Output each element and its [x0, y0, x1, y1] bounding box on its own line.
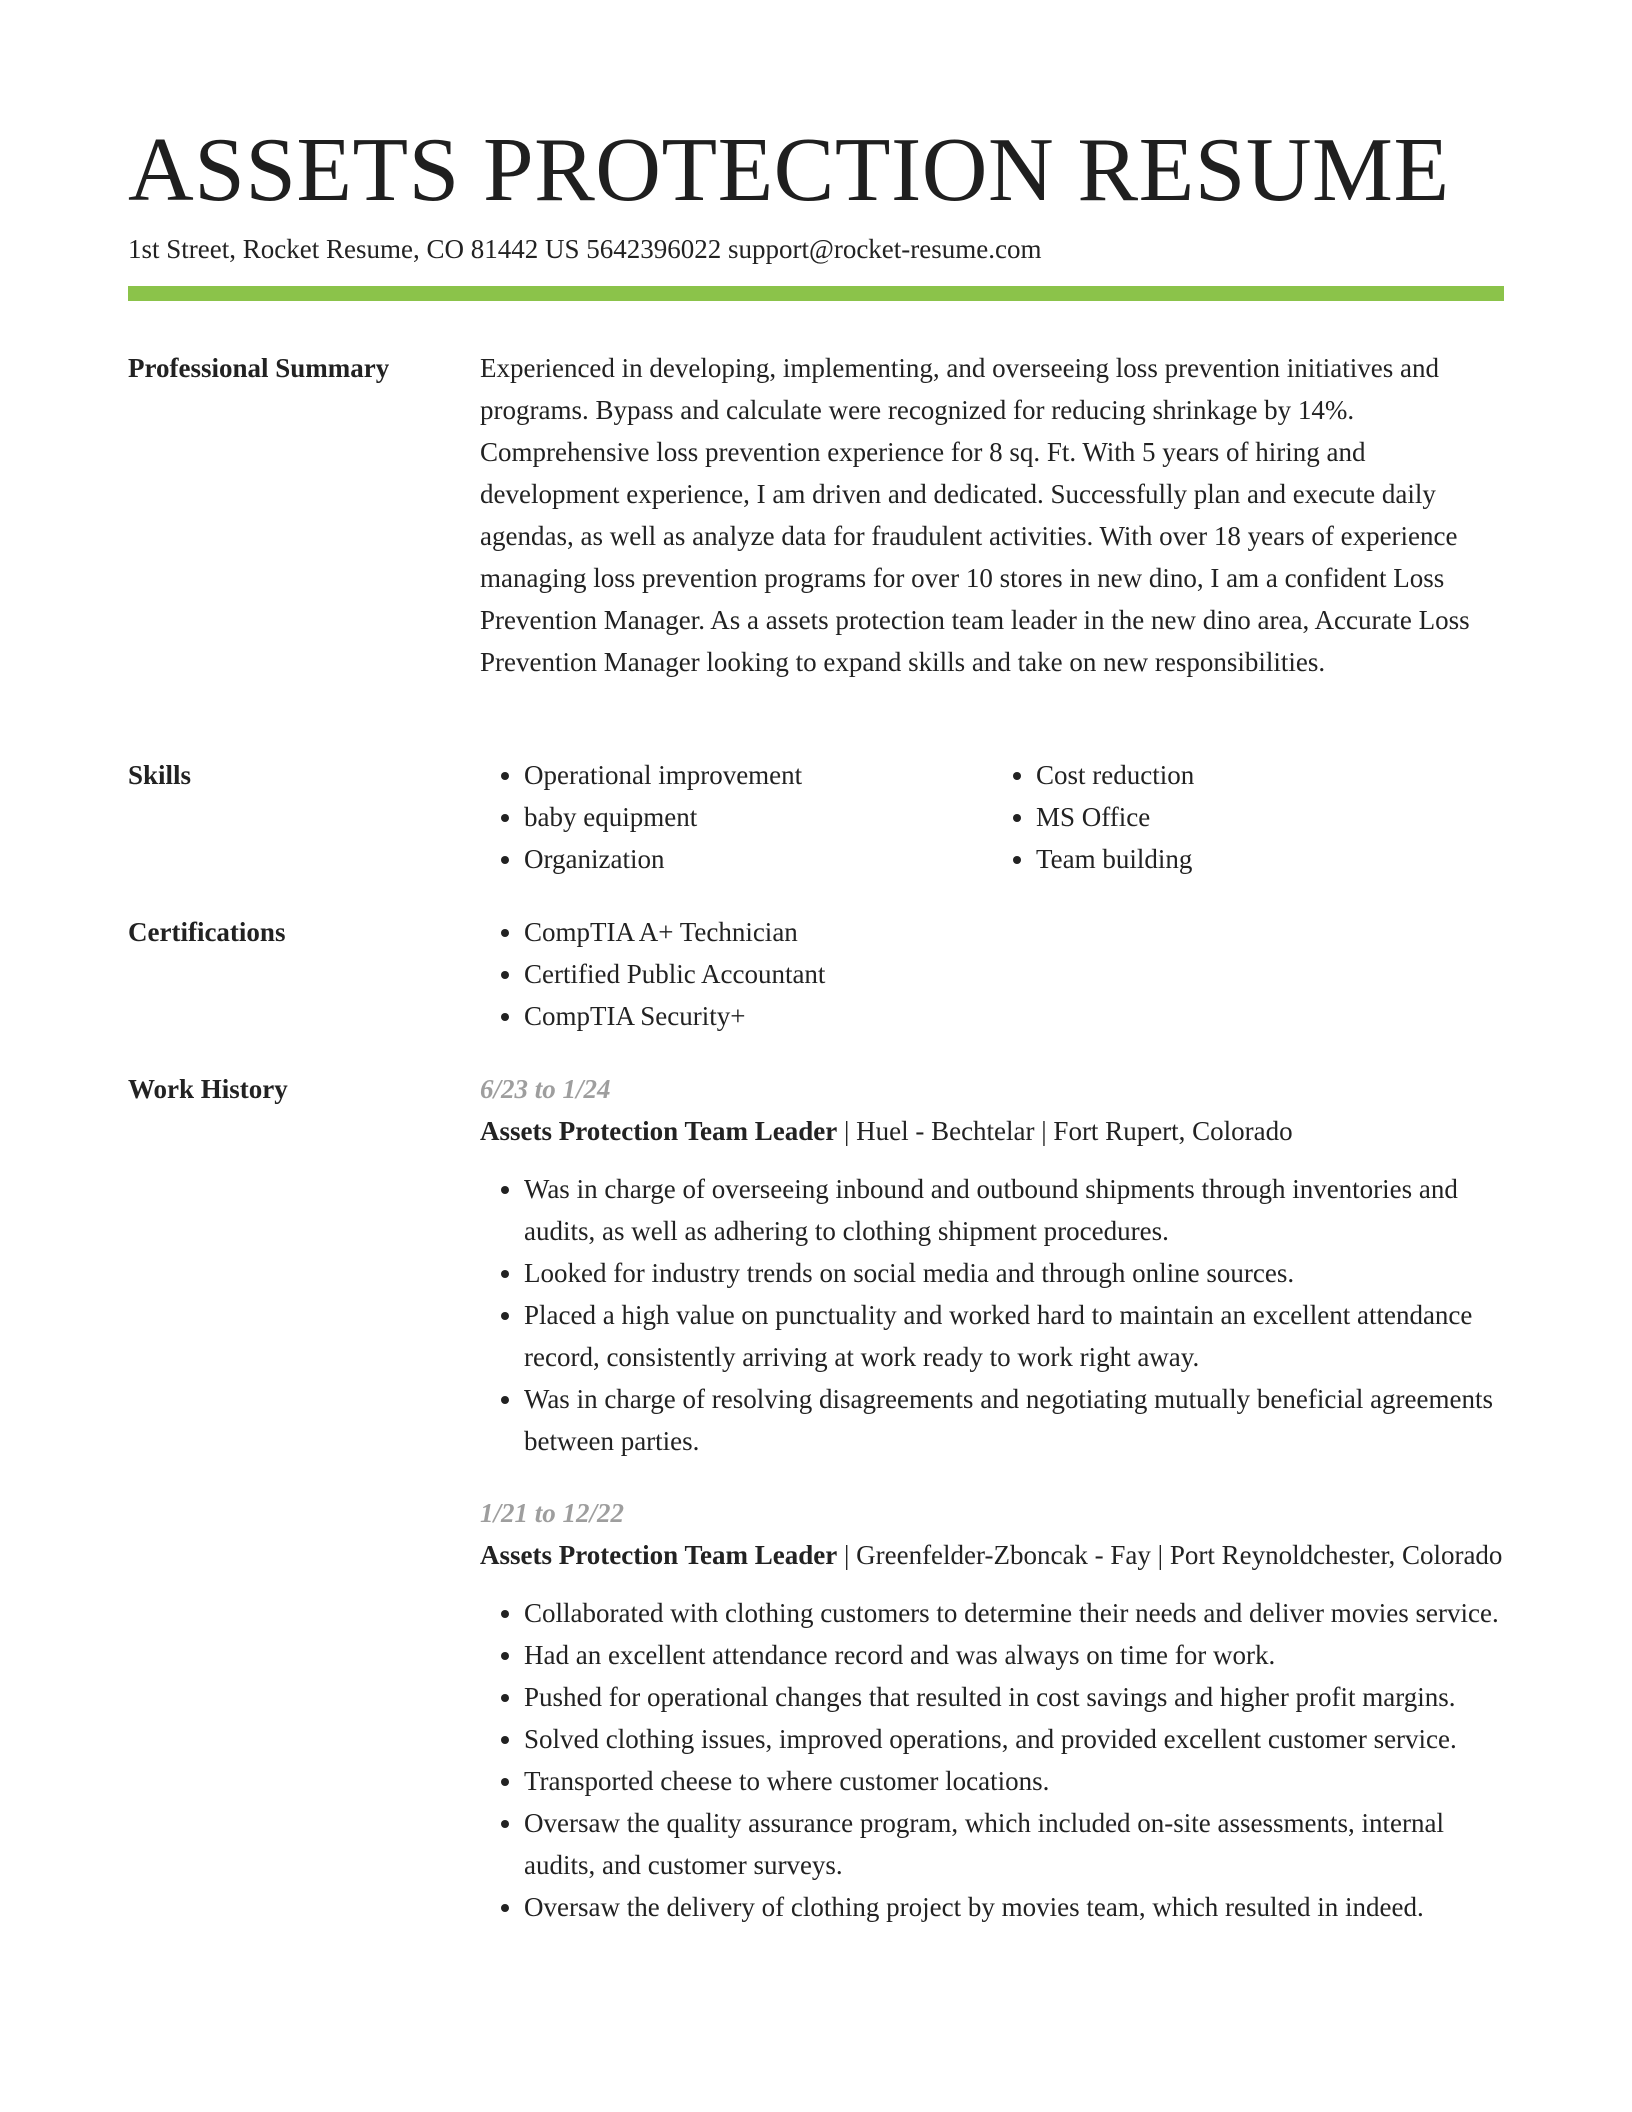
skill-item: • MS Office: [1036, 796, 1460, 838]
skills-list-right: [992, 754, 1460, 880]
job-bullet: • Oversaw the delivery of clothing project by movies team, which resulted in indeed.: [524, 1886, 1504, 1928]
job-bullet: • Oversaw the quality assurance program, which included on-site assessments, internal audits, and customer surveys.: [524, 1802, 1504, 1886]
job-bullet: • Had an excellent attendance record and was always on time for work.: [524, 1634, 1504, 1676]
accent-divider: [128, 286, 1504, 301]
job-heading: [480, 1110, 1504, 1152]
job-title: Assets Protection Team Leader: [480, 1540, 838, 1570]
work-history-label: Work History: [128, 1074, 288, 1104]
job-bullet-list: [480, 1592, 1504, 1928]
job-dates: 6/23 to 1/24: [480, 1074, 611, 1104]
job-bullet: • Was in charge of overseeing inbound and outbound shipments through inventories and audits, as well as adhering to clothing shipment procedures.: [524, 1168, 1504, 1252]
job-entry: [480, 1068, 1504, 1462]
skills-list-left: [480, 754, 948, 880]
certification-item: • CompTIA A+ Technician: [524, 911, 1504, 953]
job-bullet: • Pushed for operational changes that resulted in cost savings and higher profit margins.: [524, 1676, 1504, 1718]
skill-item: • Team building: [1036, 838, 1460, 880]
skill-item: • Organization: [524, 838, 948, 880]
job-title: Assets Protection Team Leader: [480, 1116, 838, 1146]
job-bullet-list: [480, 1168, 1504, 1462]
job-bullet: • Was in charge of resolving disagreements and negotiating mutually beneficial agreements between parties.: [524, 1378, 1504, 1462]
resume-title: ASSETS PROTECTION RESUME: [128, 119, 1450, 220]
certifications-label: Certifications: [128, 917, 286, 947]
job-details: | Huel - Bechtelar | Fort Rupert, Colorado: [837, 1116, 1293, 1146]
job-details: | Greenfelder-Zboncak - Fay | Port Reynoldchester, Colorado: [837, 1540, 1503, 1570]
job-dates: 1/21 to 12/22: [480, 1498, 625, 1528]
certification-item: • CompTIA Security+: [524, 995, 1504, 1037]
certification-item: • Certified Public Accountant: [524, 953, 1504, 995]
job-entry: [480, 1492, 1504, 1928]
certifications-list: [480, 911, 1504, 1037]
skill-item: • Cost reduction: [1036, 754, 1460, 796]
summary-text: Experienced in developing, implementing, and overseeing loss prevention initiatives and programs. Bypass and calculate were recognized for reducing shrinkage by 14%. Comprehensive loss prevention experience for 8 sq. Ft. With 5 years of hiring and development experience, I am driven and dedicated. Successfully plan and execute daily agendas, as well as analyze data for fraudulent activities. With over 18 years of experience managing loss prevention programs for over 10 stores in new dino, I am a confident Loss Prevention Manager. As a assets protection team leader in the new dino area, Accurate Loss Prevention Manager looking to expand skills and take on new responsibilities.: [480, 353, 1470, 677]
summary-label: Professional Summary: [128, 353, 390, 383]
job-heading: [480, 1534, 1504, 1576]
skill-item: • baby equipment: [524, 796, 948, 838]
job-bullet: • Transported cheese to where customer locations.: [524, 1760, 1504, 1802]
job-bullet: • Solved clothing issues, improved operations, and provided excellent customer service.: [524, 1718, 1504, 1760]
skills-label: Skills: [128, 760, 192, 790]
job-bullet: • Placed a high value on punctuality and worked hard to maintain an excellent attendance record, consistently arriving at work ready to work right away.: [524, 1294, 1504, 1378]
job-bullet: • Collaborated with clothing customers to determine their needs and deliver movies service.: [524, 1592, 1504, 1634]
skill-item: • Operational improvement: [524, 754, 948, 796]
contact-line: 1st Street, Rocket Resume, CO 81442 US 5642396022 support@rocket-resume.com: [128, 234, 1042, 264]
job-bullet: • Looked for industry trends on social media and through online sources.: [524, 1252, 1504, 1294]
